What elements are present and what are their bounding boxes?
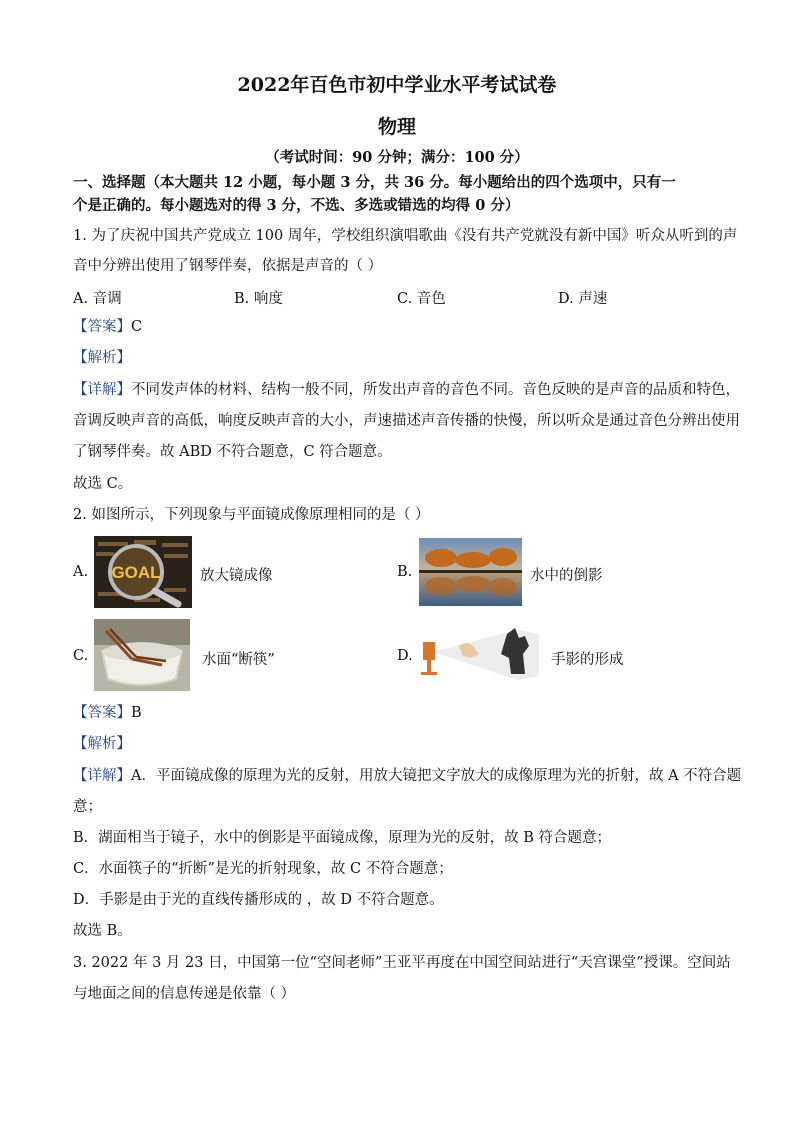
q2-option-a-caption: 放大镜成像: [200, 568, 273, 584]
q1-detail-line-3: 了钢琴伴奏。故 ABD 不符合题意，C 符合题意。: [73, 444, 392, 460]
q2-detail-line-3: B．湖面相当于镜子，水中的倒影是平面镜成像，原理为光的反射，故 B 符合题意；: [73, 830, 612, 846]
bent-chopsticks-image: [94, 619, 190, 691]
answer-tag: 【答案】: [73, 705, 131, 721]
q1-analysis-tag: 【解析】: [73, 350, 131, 366]
q1-detail-line-1: 【详解】不同发声体的材料、结构一般不同，所发出声音的音色不同。音色反映的是声音的品质和特色，: [73, 382, 740, 398]
q1-option-d: D. 声速: [558, 291, 608, 307]
q1-option-b: B. 响度: [234, 291, 283, 307]
q1-detail-line-2: 音调反映声音的高低，响度反映声音的大小，声速描述声音传播的快慢，所以听众是通过音色分辨出使用: [73, 413, 740, 429]
q1-answer-value: C: [131, 319, 143, 335]
q2-answer: [73, 703, 733, 723]
answer-tag: 【答案】: [73, 319, 131, 335]
q2-answer-value: B: [131, 705, 142, 721]
q2-conclusion: 故选 B。: [73, 923, 132, 939]
section-heading-line-1: 一、选择题（本大题共 12 小题，每小题 3 分，共 36 分。每小题给出的四个选项中，只有一: [73, 174, 676, 191]
q2-detail-line-2: 意；: [73, 799, 102, 815]
q1-conclusion: 故选 C。: [73, 476, 133, 492]
subject-title: 物理: [377, 116, 416, 138]
q3-stem-line-2: 与地面之间的信息传递是依靠（ ）: [73, 986, 296, 1002]
q2-option-c-caption: 水面“断筷”: [202, 652, 275, 668]
q1-stem-line-2: 音中分辨出使用了钢琴伴奏，依据是声音的（ ）: [73, 258, 383, 274]
q3-stem-line-1: 3. 2022 年 3 月 23 日，中国第一位“空间老师”王亚平再度在中国空间站进行“天宫课堂”授课。空间站: [73, 955, 731, 971]
svg-text:GOAL: GOAL: [111, 563, 161, 582]
q1-option-a: A. 音调: [73, 291, 122, 307]
section-heading-line-2: 个是正确的。每小题选对的得 3 分，不选、多选或错选的均得 0 分）: [73, 197, 520, 214]
q2-stem: 2. 如图所示，下列现象与平面镜成像原理相同的是（ ）: [73, 507, 430, 523]
q2-detail-line-4: C．水面筷子的“折断”是光的折射现象，故 C 不符合题意；: [73, 861, 453, 877]
exam-meta: （考试时间：90 分钟；满分：100 分）: [265, 149, 529, 166]
q1-stem-line-1: 1. 为了庆祝中国共产党成立 100 周年，学校组织演唱歌曲《没有共产党就没有新中国》听众从听到的声: [73, 228, 738, 244]
magnifier-image: [94, 536, 192, 608]
q1-option-c: C. 音色: [397, 291, 446, 307]
q2-option-d-letter: D.: [397, 648, 413, 664]
q2-option-c-letter: C.: [73, 648, 89, 664]
q2-option-d-caption: 手影的形成: [551, 652, 624, 668]
q1-answer: [73, 317, 733, 337]
q2-option-a-letter: A.: [73, 564, 89, 580]
q2-detail-line-5: D．手影是由于光的直线传播形成的 ，故 D 不符合题意。: [73, 892, 444, 908]
hand-shadow-image: [419, 624, 541, 682]
q2-option-b-letter: B.: [397, 564, 413, 580]
detail-tag: 【详解】: [73, 768, 131, 784]
detail-tag: 【详解】: [73, 382, 131, 398]
page-title: 2022年百色市初中学业水平考试试卷: [237, 74, 557, 96]
q2-detail-line-1: 【详解】A．平面镜成像的原理为光的反射，用放大镜把文字放大的成像原理为光的折射，故 A 不符合题: [73, 768, 742, 784]
reflection-image: [419, 538, 522, 606]
q2-analysis-tag: 【解析】: [73, 736, 131, 752]
q2-option-b-caption: 水中的倒影: [530, 568, 603, 584]
